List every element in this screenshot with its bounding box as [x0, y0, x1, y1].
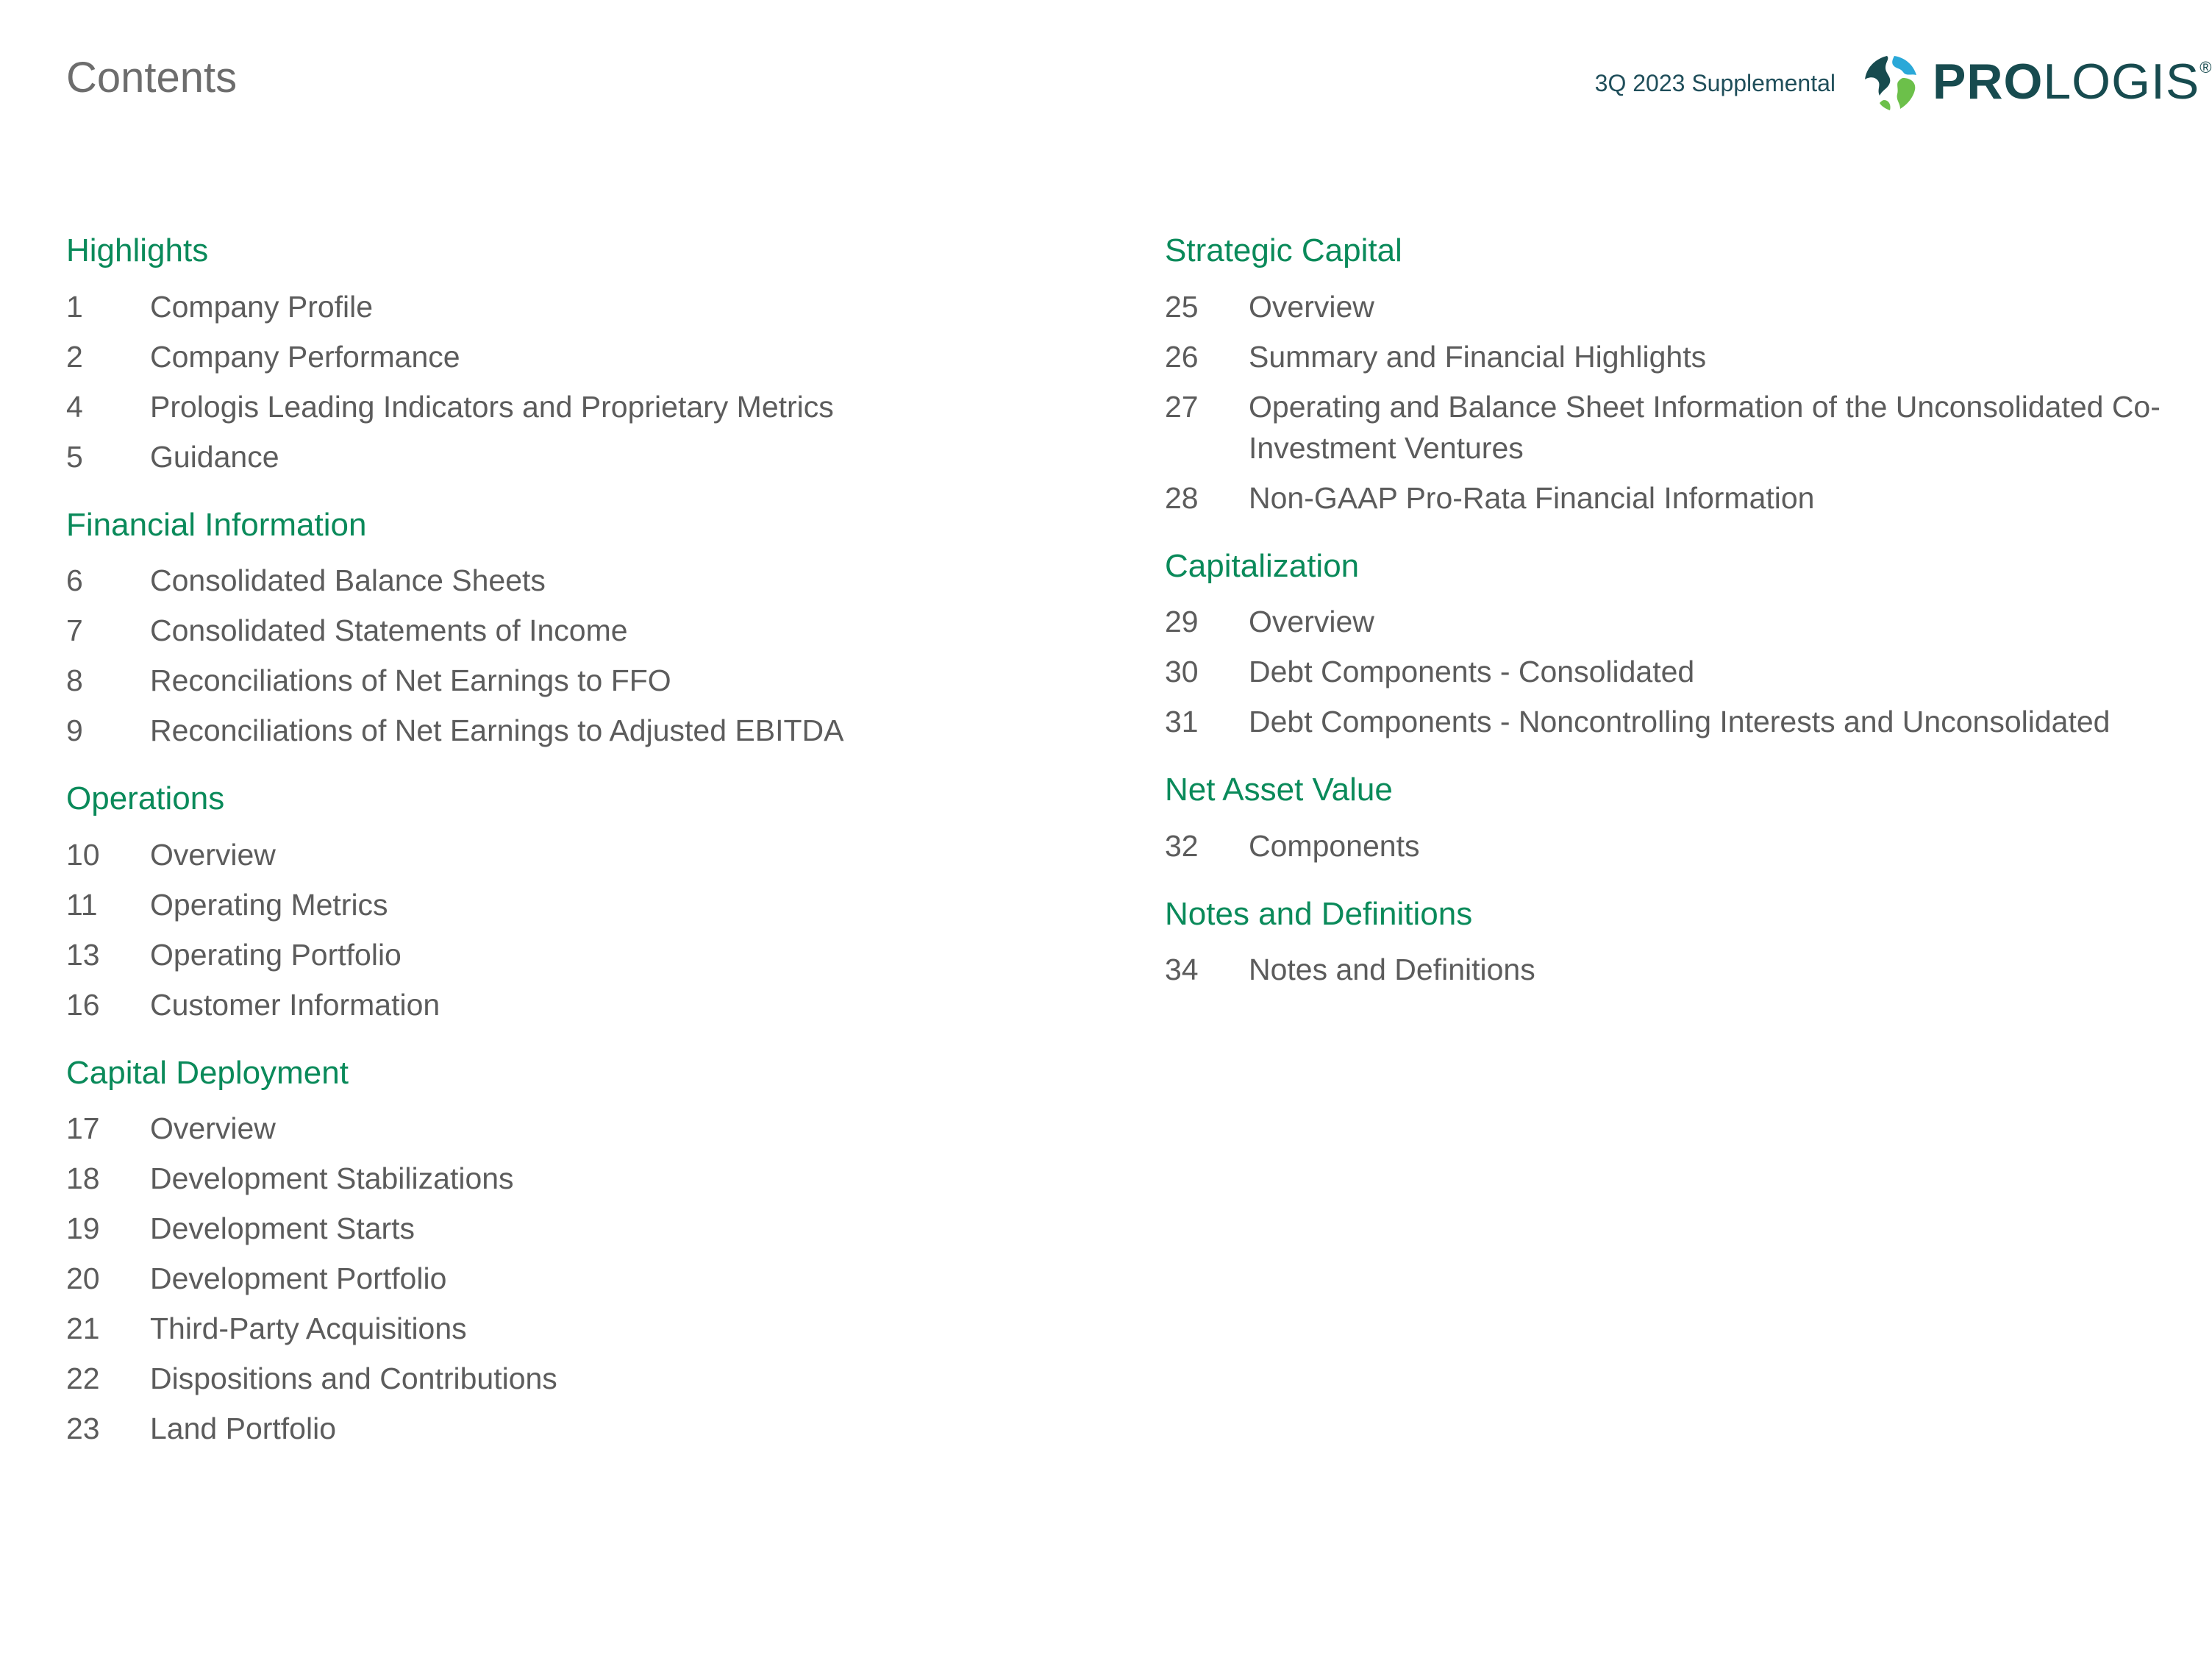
toc-entry[interactable]	[66, 286, 1125, 327]
toc-entry-label: Dispositions and Contributions	[150, 1362, 557, 1396]
toc-entry[interactable]	[1165, 286, 2180, 327]
toc-page-number: 21	[66, 1311, 100, 1346]
toc-entry-label: Company Performance	[150, 339, 460, 374]
toc-page-number: 20	[66, 1261, 100, 1296]
toc-entry-label: Overview	[150, 837, 276, 872]
toc-page-number: 5	[66, 439, 83, 474]
toc-entry[interactable]	[66, 1258, 1125, 1299]
toc-page-number: 1	[66, 289, 83, 324]
toc-entry-label: Summary and Financial Highlights	[1249, 339, 1707, 374]
toc-page-number: 19	[66, 1211, 100, 1246]
section-title: Strategic Capital	[1165, 232, 1402, 268]
toc-entry[interactable]	[66, 834, 1125, 875]
page-title: Contents	[66, 54, 238, 102]
toc-entry[interactable]	[66, 1158, 1125, 1199]
toc-page-number: 27	[1165, 389, 1199, 424]
toc-page-number: 11	[66, 887, 98, 922]
toc-entry[interactable]	[1165, 336, 2180, 377]
toc-entry-label: Operating Portfolio	[150, 937, 402, 972]
toc-page-number: 31	[1165, 705, 1199, 739]
toc-entry[interactable]	[66, 560, 1125, 601]
toc-page-number: 17	[66, 1111, 100, 1146]
toc-page-number: 32	[1165, 828, 1199, 863]
section-operations	[66, 780, 1125, 1025]
toc-entry[interactable]	[66, 1208, 1125, 1249]
toc-page-number: 7	[66, 613, 83, 648]
toc-entry-label: Consolidated Balance Sheets	[150, 563, 546, 598]
toc-entry[interactable]	[66, 436, 1125, 477]
section-capitalization	[1165, 548, 2180, 743]
toc-entry-label: Guidance	[150, 439, 279, 474]
section-title: Financial Information	[66, 506, 367, 543]
toc-entry-label: Operating Metrics	[150, 887, 388, 922]
toc-page-number: 25	[1165, 289, 1199, 324]
section-title: Net Asset Value	[1165, 772, 1393, 808]
toc-entry[interactable]	[66, 934, 1125, 975]
toc-page-number: 26	[1165, 339, 1199, 374]
contents-right-column	[1165, 232, 2180, 1019]
toc-entry-label: Overview	[1249, 605, 1374, 639]
section-strategic-capital	[1165, 232, 2180, 519]
section-financial-information	[66, 507, 1125, 752]
toc-entry-label: Operating and Balance Sheet Information of the Unconsolidated Co-Investment Ventures	[1249, 389, 2161, 465]
supplemental-label: 3Q 2023 Supplemental	[1594, 70, 1835, 96]
toc-entry[interactable]	[66, 1108, 1125, 1149]
toc-entry-label: Development Starts	[150, 1211, 415, 1246]
section-capital-deployment	[66, 1055, 1125, 1450]
toc-entry[interactable]	[66, 710, 1125, 751]
logo-wordmark	[1933, 54, 2212, 110]
toc-entry[interactable]	[66, 1358, 1125, 1399]
prologis-logo[interactable]	[1859, 51, 2212, 118]
section-highlights	[66, 232, 1125, 477]
toc-entry-label: Customer Information	[150, 987, 440, 1022]
toc-page-number: 10	[66, 837, 100, 872]
toc-entry-label: Debt Components - Noncontrolling Interests and Unconsolidated	[1249, 705, 2111, 739]
toc-entry[interactable]	[66, 386, 1125, 427]
section-notes-and-definitions	[1165, 896, 2180, 991]
section-title: Capital Deployment	[66, 1054, 349, 1091]
toc-page-number: 6	[66, 563, 83, 598]
toc-page-number: 13	[66, 937, 100, 972]
toc-page-number: 30	[1165, 655, 1199, 689]
toc-page-number: 28	[1165, 480, 1199, 515]
section-title: Highlights	[66, 232, 209, 268]
toc-entry-label: Land Portfolio	[150, 1412, 337, 1446]
toc-entry[interactable]	[66, 1308, 1125, 1349]
toc-page-number: 9	[66, 713, 83, 748]
toc-entry[interactable]	[66, 660, 1125, 701]
toc-entry-label: Notes and Definitions	[1249, 953, 1535, 987]
toc-entry-label: Reconciliations of Net Earnings to Adjusted EBITDA	[150, 713, 844, 748]
toc-entry-label: Overview	[1249, 289, 1374, 324]
toc-entry-label: Development Portfolio	[150, 1261, 447, 1296]
toc-entry-label: Company Profile	[150, 289, 374, 324]
toc-entry-label: Consolidated Statements of Income	[150, 613, 628, 648]
toc-entry-label: Prologis Leading Indicators and Proprietary Metrics	[150, 389, 834, 424]
logo-text-light: LOGIS	[2043, 54, 2200, 110]
toc-entry-label: Components	[1249, 828, 1420, 863]
logo-text-bold: PRO	[1933, 54, 2044, 110]
toc-entry-label: Non-GAAP Pro-Rata Financial Information	[1249, 480, 1815, 515]
section-title: Operations	[66, 780, 225, 817]
toc-entry[interactable]	[66, 610, 1125, 651]
toc-entry-label: Development Stabilizations	[150, 1161, 514, 1196]
toc-entry[interactable]	[1165, 477, 2180, 519]
toc-page-number: 23	[66, 1412, 100, 1446]
toc-page-number: 34	[1165, 953, 1199, 987]
toc-page-number: 16	[66, 987, 100, 1022]
toc-entry[interactable]	[1165, 651, 2180, 692]
section-net-asset-value	[1165, 772, 2180, 866]
toc-entry[interactable]	[66, 884, 1125, 925]
toc-entry[interactable]	[1165, 601, 2180, 642]
toc-entry-label: Third-Party Acquisitions	[150, 1311, 467, 1346]
section-title: Capitalization	[1165, 547, 1360, 584]
toc-page-number: 8	[66, 663, 83, 698]
toc-page-number: 29	[1165, 605, 1199, 639]
toc-page-number: 22	[66, 1362, 100, 1396]
toc-page-number: 18	[66, 1161, 100, 1196]
toc-entry[interactable]	[1165, 701, 2180, 742]
contents-left-column	[66, 232, 1125, 1478]
section-title: Notes and Definitions	[1165, 895, 1473, 932]
toc-entry-label: Reconciliations of Net Earnings to FFO	[150, 663, 671, 698]
toc-entry[interactable]	[1165, 386, 2180, 469]
toc-entry[interactable]	[66, 336, 1125, 377]
toc-entry-label: Overview	[150, 1111, 276, 1146]
toc-entry-label: Debt Components - Consolidated	[1249, 655, 1695, 689]
toc-entry[interactable]	[1165, 825, 2180, 866]
toc-entry[interactable]	[66, 984, 1125, 1025]
registered-mark: ®	[2199, 58, 2212, 76]
toc-page-number: 4	[66, 389, 83, 424]
toc-entry[interactable]	[66, 1408, 1125, 1449]
toc-entry[interactable]	[1165, 949, 2180, 990]
toc-page-number: 2	[66, 339, 83, 374]
prologis-globe-icon	[1859, 51, 1922, 115]
